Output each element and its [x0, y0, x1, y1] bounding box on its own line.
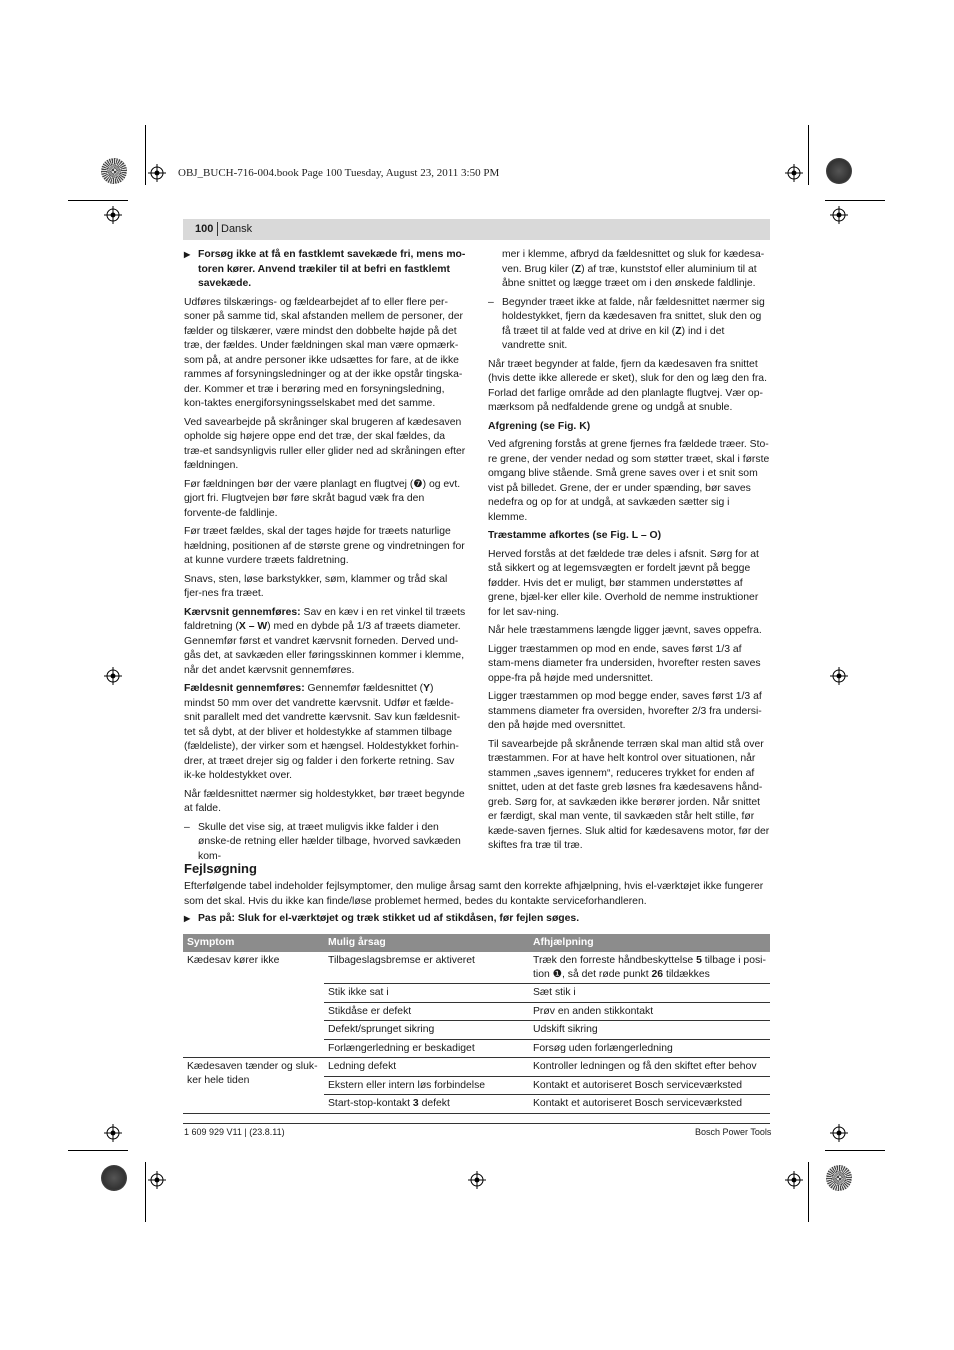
registration-mark-icon: [148, 1171, 166, 1189]
dash-item: [488, 296, 770, 354]
text-run: Gennemfør fældesnittet (: [304, 683, 424, 694]
color-wheel-icon: [826, 1165, 852, 1191]
figure-ref: Y: [423, 683, 430, 694]
crop-mark: [68, 1150, 128, 1151]
remedy-cell: Kontakt et autoriseret Bosch serviceværksted: [529, 1076, 770, 1095]
paragraph: Snavs, sten, løse barkstykker, søm, klammer og tråd skal fjer-nes fra træet.: [184, 573, 448, 599]
section-heading: Afgrening (se Fig. K): [488, 420, 591, 432]
registration-mark-icon: [785, 1171, 803, 1189]
section-intro: Efterfølgende tabel indeholder fejlsymptomer, den mulige årsag samt den korrekte afhjælpning, hvis el-værktøjet ikke fungerer som det skal. Hvis du ikke kan finde/løse problemet hermed, bedes du kontakte serviceforhandleren.: [184, 881, 764, 907]
paragraph: Ved savearbejde på skråninger skal brugeren af kædesaven opholde sig højere oppe end det træ, der skal fældes, da træ-et sandsynligvis ruller eller glider ned ad skråningen efter fældningen.: [184, 416, 466, 471]
column-header: Afhjælpning: [529, 934, 770, 952]
part-number: 3: [412, 1098, 419, 1109]
remedy-cell: [529, 952, 770, 984]
remedy-cell: Sæt stik i: [529, 984, 770, 1003]
text-run: mer i klemme, afbryd da fældesnittet og sluk for kædesa-ven. Brug kiler (: [502, 249, 765, 275]
troubleshooting-table: [183, 934, 770, 1114]
left-column: [184, 248, 466, 868]
remedy-cell: Forsøg uden forlængerledning: [529, 1039, 770, 1058]
cause-cell: Ekstern eller intern løs forbindelse: [324, 1076, 529, 1095]
paragraph: Ligger træstammen op mod en ende, saves først 1/3 af stam-mens diameter fra undersiden, hvorefter resten saves oppe-fra på højde med undersnittet.: [488, 643, 761, 684]
registration-mark-icon: [468, 1171, 486, 1189]
paragraph: Udføres tilskærings- og fældearbejdet af to eller flere per-soner på samme tid, skal afstanden mellem de personer, der fælder og tilskærer, være mindst den dobbelte højde på det træ, der fældes. Under fældningen skal man være opmærk-som på, at andre personer ikke udsættes for fare, at de ikke rammes af forsyningsledninger og at der ikke opstår tingska-der. Kommer et træ i berøring med en forsyningsledning, kon-taktes energiforsyningsselskabet med det samme.: [184, 296, 463, 409]
cause-cell: Ledning defekt: [324, 1058, 529, 1077]
part-number: 5: [696, 955, 702, 966]
page-number: 100: [195, 223, 214, 235]
color-wheel-icon: [826, 158, 852, 184]
page-header-bar: [183, 219, 770, 240]
table-header-row: [183, 934, 770, 952]
figure-ref: Z: [574, 263, 582, 275]
text-run: ) ind i det vandrette snit.: [502, 325, 725, 351]
text-run: tildækkes: [663, 968, 710, 980]
footer-brand: Bosch Power Tools: [695, 1127, 772, 1137]
paragraph: Når træet begynder at falde, fjern da kædesaven fra snittet (hvis dette ikke allerede er sket), sluk for den og læg den fra. Forlad det farlige område ad den planlagte flugtvej. Vær op-mærksom på nedfaldende grene og undgå at snuble.: [488, 358, 767, 413]
text-run: , så det røde punkt: [561, 968, 652, 980]
safety-warning: ▶ Forsøg ikke at få en fastklemt savekæde fri, mens mo-toren kører. Anvend trækiler til at befri en fastklemt savekæde.: [184, 248, 466, 292]
crop-mark: [825, 200, 885, 201]
registration-mark-icon: [785, 164, 803, 182]
text-run: tilbage i posi-tion: [533, 955, 766, 980]
print-slug: OBJ_BUCH-716-004.book Page 100 Tuesday, August 23, 2011 3:50 PM: [178, 167, 500, 179]
table-row: [183, 952, 770, 984]
crop-mark: [808, 125, 809, 185]
text-run: Sav en kæv i en ret vinkel til træets faldretning (: [184, 606, 466, 632]
paragraph: Når fældesnittet nærmer sig holdestykket, bør træet begynde at falde.: [184, 788, 465, 814]
text-run: ) af træ, kunststof eller aluminium til at åbne snittet og lægge træet om i den ønskede faldlinje.: [502, 263, 757, 289]
paragraph: Før fældningen bør der være planlagt en flugtvej (❼) og evt. gjort fri. Flugtvejen bør føre skråt bagud væk fra den forvente-de faldlinje.: [184, 478, 461, 519]
registration-mark-icon: [830, 1124, 848, 1142]
right-column: [488, 248, 770, 858]
cause-cell: Tilbageslagsbremse er aktiveret: [324, 952, 529, 984]
crop-mark: [145, 1162, 146, 1222]
paragraph: Før træet fældes, skal der tages højde for træets naturlige hældning, positionen af de største grene og vindretningen for at kunne vurdere træets faldretning.: [184, 526, 465, 566]
paragraph: [184, 682, 466, 784]
cause-cell: Stik ikke sat i: [324, 984, 529, 1003]
table-row: [183, 1058, 770, 1077]
figure-ref: X – W: [238, 621, 268, 632]
cause-cell: Stikdåse er defekt: [324, 1002, 529, 1021]
header-language: Dansk: [221, 223, 253, 235]
footer-doc-id: 1 609 929 V11 | (23.8.11): [184, 1127, 285, 1137]
paragraph: [488, 248, 770, 292]
footer-rule: [183, 1123, 770, 1124]
crop-mark: [808, 1162, 809, 1222]
color-wheel-icon: [101, 1165, 127, 1191]
paragraph: Ved afgrening forstås at grene fjernes fra fældede træer. Sto-re grene, der vender nedad og som støtter træet, skal i første omgang blive stående. Små grene saves over i et snit som vist på billedet. Grene, der er under spænding, bør saves nedefra og op for at undgå, at savkæden sætter sig i klemme.: [488, 439, 770, 523]
crop-mark: [825, 1150, 885, 1151]
registration-mark-icon: [830, 667, 848, 685]
run-in-heading: Fældesnit gennemføres:: [184, 683, 305, 694]
color-wheel-icon: [101, 158, 127, 184]
registration-mark-icon: [104, 1124, 122, 1142]
remedy-cell: Udskift sikring: [529, 1021, 770, 1040]
text-run: Begynder træet ikke at falde, når fældesnittet nærmer sig holdestykket, fjern da kædesaven fra snittet, sluk den og få træet til at falde ved at drive en kil (: [502, 296, 765, 337]
header-divider: [217, 222, 218, 236]
column-header: Mulig årsag: [324, 934, 529, 952]
column-header: Symptom: [183, 934, 324, 952]
part-number: 26: [651, 968, 664, 980]
registration-mark-icon: [104, 667, 122, 685]
paragraph: Ligger træstammen op mod begge ender, saves først 1/3 af stammens diameter fra oversiden, hvorefter 2/3 fra undersi-den på højde med oversnittet.: [488, 691, 762, 731]
crop-mark: [145, 125, 146, 185]
figure-ref: Z: [675, 325, 682, 337]
registration-mark-icon: [148, 164, 166, 182]
remedy-cell: Kontakt et autoriseret Bosch serviceværksted: [529, 1095, 770, 1114]
remedy-cell: Prøv en anden stikkontakt: [529, 1002, 770, 1021]
registration-mark-icon: [830, 206, 848, 224]
position-icon: ❶: [552, 968, 562, 980]
section-title: Fejlsøgning: [184, 861, 257, 876]
text-run: ) med en dybde på 1/3 af træets diameter. Gennemfør først et vandret kærvsnit forneden. Derved und-gås det, at savkæden eller føringsskinnen kommer i klemme, når det andet kærvsnit gennemføres.: [184, 621, 465, 676]
run-in-heading: Kærvsnit gennemføres:: [184, 606, 301, 618]
paragraph: Herved forstås at det fældede træ deles i afsnit. Sørg for at stå sikkert og at legemsvægten er fordelt jævnt på begge fødder. Hvis det er muligt, bør stammen understøttes af grene, bjæl-ker eller kile. Overhold de nemme instruktioner for let sav-ning.: [488, 548, 759, 618]
paragraph: Når hele træstammens længde ligger jævnt, saves oppefra.: [488, 625, 762, 636]
symptom-cell: Kædesav kører ikke: [183, 952, 324, 1058]
text-run: ) mindst 50 mm over det vandrette kærvsnit. Udfør et fælde-snit parallelt med det vandrette kærvsnit. Sav kun fældesnit-tet så dybt, at der bliver et holdestykke af stammen tilbage (fældeliste), der virker som et hængsel. Holdestykket forhin-drer, at træet drejer sig og falder i den forkerte retning. Sav ik-ke holdestykket over.: [184, 683, 461, 781]
text-run: defekt: [418, 1098, 450, 1109]
safety-warning: ▶ Pas på: Sluk for el-værktøjet og træk stikket ud af stikdåsen, før fejlen søges.: [184, 913, 770, 924]
text-run: Træk den forreste håndbeskyttelse: [533, 955, 697, 966]
crop-mark: [68, 200, 128, 201]
paragraph: [184, 606, 466, 679]
section-heading: Træstamme afkortes (se Fig. L – O): [488, 530, 662, 541]
symptom-cell: Kædesaven tænder og sluk-ker hele tiden: [183, 1058, 324, 1114]
dash-item: – Skulle det vise sig, at træet muligvis ikke falder i den ønske-de retning eller hælder tilbage, hvorved savkæden kom-: [184, 821, 466, 865]
cause-cell: Forlængerledning er beskadiget: [324, 1039, 529, 1058]
registration-mark-icon: [104, 206, 122, 224]
cause-cell: [324, 1095, 529, 1114]
text-run: Start-stop-kontakt: [328, 1098, 413, 1109]
paragraph: Til savearbejde på skrånende terræn skal man altid stå over træstammen. For at have helt kontrol over situationen, når stammen „saves igennem“, reduceres trykket for enden af snittet, uden at det faste greb løsnes fra kædesavens hånd-greb. Sørg for, at savkæden ikke berører jorden. Når snittet er færdigt, skal man vente, til savkæden står helt stille, før kæde-saven fjernes. Sluk altid for kædesavens motor, før der skiftes fra træ til træ.: [488, 738, 770, 851]
remedy-cell: Kontroller ledningen og få den skiftet efter behov: [529, 1058, 770, 1077]
cause-cell: Defekt/sprunget sikring: [324, 1021, 529, 1040]
